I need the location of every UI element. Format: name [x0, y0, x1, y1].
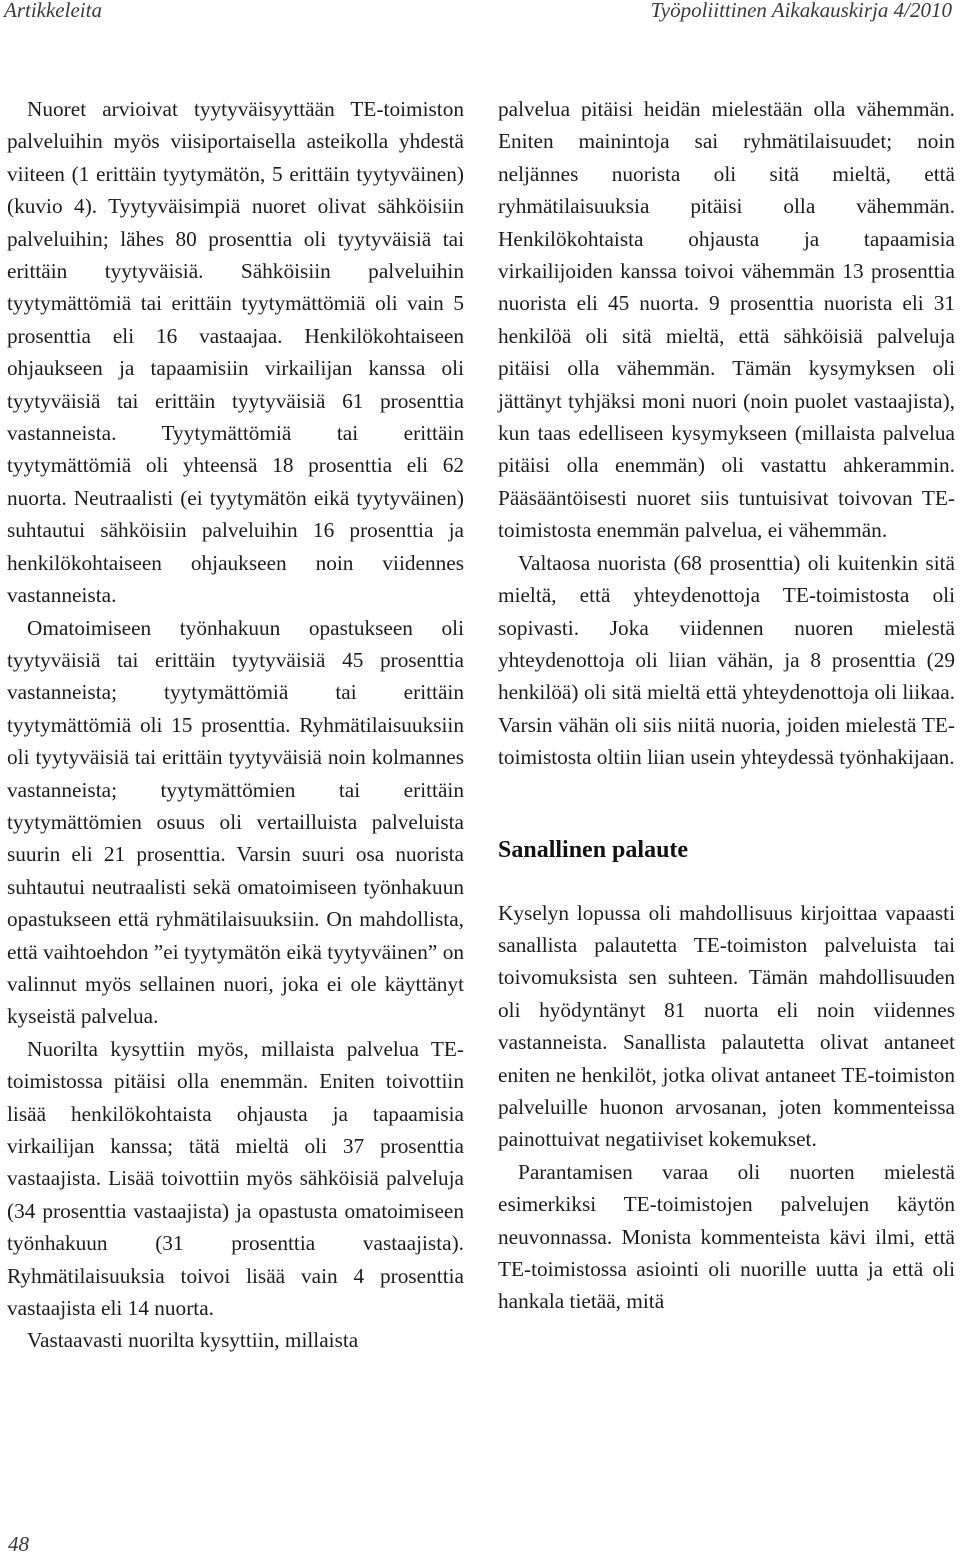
body-paragraph: Kyselyn lopussa oli mahdollisuus kirjoittaa vapaasti sanallista palautetta TE-toimiston palveluista tai toivomuksista sen suhteen. Tämän mahdollisuuden oli hyödyntänyt 81 nuorta eli noin viidennes vastanneista. Sanallista palautetta olivat antaneet eniten ne henkilöt, jotka olivat antaneet TE-toimiston palveluille huonon arvosanan, joten kommenteissa painottuivat negatiiviset kokemukset.	[498, 900, 955, 1152]
right-column	[498, 93, 955, 1318]
body-paragraph: Nuorilta kysyttiin myös, millaista palvelua TE-toimistossa pitäisi olla enemmän. Eniten toivottiin lisää henkilökohtaista ohjausta ja tapaamisia virkailijan kanssa; tätä mieltä oli 37 prosenttia vastaajista. Lisää toivottiin myös sähköisiä palveluja (34 prosenttia vastaajista) ja opastusta omatoimiseen työnhakuun (31 prosenttia vastaajista). Ryhmätilaisuuksia toivoi lisää vain 4 prosenttia vastaajista eli 14 nuorta.	[7, 1036, 464, 1321]
left-column	[7, 93, 464, 1357]
body-paragraph: Valtaosa nuorista (68 prosenttia) oli kuitenkin sitä mieltä, että yhteydenottoja TE-toimistosta oli sopivasti. Joka viidennen nuoren mielestä yhteydenottoja oli liian vähän, ja 8 prosenttia (29 henkilöä) oli sitä mieltä että yhteydenottoja oli liikaa. Varsin vähän oli siis niitä nuoria, joiden mielestä TE-toimistosta oltiin liian usein yhteydessä työnhakijaan.	[498, 550, 955, 770]
body-paragraph: Omatoimiseen työnhakuun opastukseen oli tyytyväisiä tai erittäin tyytyväisiä 45 prosenttia vastanneista; tyytymättömiä tai erittäin tyytymättömiä oli 15 prosenttia. Ryhmätilaisuuksiin oli tyytyväisiä tai erittäin tyytyväisiä noin kolmannes vastanneista; tyytymättömien tai erittäin tyytymättömien osuus oli vertailluista palveluista suurin eli 21 prosenttia. Varsin suuri osa nuorista suhtautui neutraalisti sekä omatoimiseen työnhakuun opastukseen että ryhmätilaisuuksiin. On mahdollista, että vaihtoehdon ”ei tyytymätön eikä tyytyväinen” on valinnut myös sellainen nuori, joka ei ole käyttänyt kyseistä palvelua.	[7, 615, 464, 1029]
running-header-section: Artikkeleita	[4, 0, 102, 22]
body-paragraph: Parantamisen varaa oli nuorten mielestä esimerkiksi TE-toimistojen palvelujen käytön neuvonnassa. Monista kommenteista kävi ilmi, että TE-toimistossa asiointi oli nuorille uutta ja että oli hankala tietää, mitä	[498, 1159, 955, 1314]
body-paragraph: Nuoret arvioivat tyytyväisyyttään TE-toimiston palveluihin myös viisiportaisella asteikolla yhdestä viiteen (1 erittäin tyytymätön, 5 erittäin tyytyväinen) (kuvio 4). Tyytyväisimpiä nuoret olivat sähköisiin palveluihin; lähes 80 prosenttia oli tyytyväisiä tai erittäin tyytyväisiä. Sähköisiin palveluihin tyytymättömiä tai erittäin tyytymättömiä oli vain 5 prosenttia eli 16 vastaajaa. Henkilökohtaiseen ohjaukseen ja tapaamisiin virkailijan kanssa oli tyytyväisiä tai erittäin tyytyväisiä 61 prosenttia vastanneista. Tyytymättömiä tai erittäin tyytymättömiä oli yhteensä 18 prosenttia eli 62 nuorta. Neutraalisti (ei tyytymätön eikä tyytyväinen) suhtautui sähköisiin palveluihin 16 prosenttia ja henkilökohtaiseen ohjaukseen noin viidennes vastanneista.	[7, 97, 464, 608]
body-paragraph: Vastaavasti nuorilta kysyttiin, millaista	[27, 1328, 359, 1353]
section-heading: Sanallinen palaute	[498, 836, 689, 863]
page-number: 48	[8, 1532, 29, 1556]
running-header-journal: Työpoliittinen Aikakauskirja 4/2010	[650, 0, 952, 22]
body-paragraph: palvelua pitäisi heidän mielestään olla vähemmän. Eniten mainintoja sai ryhmätilaisuudet; noin neljännes nuorista oli sitä mieltä, että ryhmätilaisuuksia pitäisi olla vähemmän. Henkilökohtaista ohjausta ja tapaamisia virkailijoiden kanssa toivoi vähemmän 13 prosenttia nuorista eli 45 nuorta. 9 prosenttia nuorista eli 31 henkilöä oli sitä mieltä, että sähköisiä palveluja pitäisi olla vähemmän. Tämän kysymyksen oli jättänyt tyhjäksi moni nuori (noin puolet vastaajista), kun taas edelliseen kysymykseen (millaista palvelua pitäisi olla enemmän) oli vastattu ahkerammin. Pääsääntöisesti nuoret siis tuntuisivat toivovan TE-toimistosta enemmän palvelua, ei vähemmän.	[498, 97, 955, 543]
